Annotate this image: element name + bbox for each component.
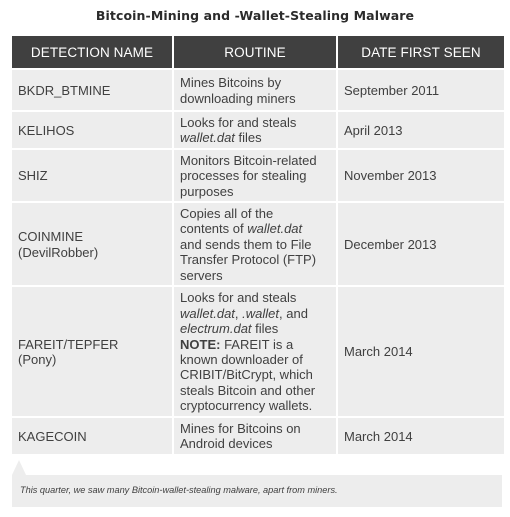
note-line	[180, 337, 330, 352]
detection-name: BKDR_BTMINE	[18, 82, 111, 98]
filename-text: electrum.dat	[180, 321, 252, 337]
routine-line: Transfer Protocol (FTP)	[180, 252, 317, 268]
routine-cell	[174, 112, 336, 148]
note-line: cryptocurrency wallets.	[180, 398, 313, 414]
table-row	[12, 203, 504, 285]
detection-name: SHIZ	[18, 168, 48, 184]
detection-name: COINMINE	[18, 229, 83, 245]
routine-line: purposes	[180, 183, 234, 199]
detection-name: KAGECOIN	[18, 428, 87, 444]
routine-text: files	[251, 321, 279, 337]
caption-box	[12, 475, 502, 507]
date-cell: March 2014	[338, 287, 504, 416]
routine-line: Android devices	[180, 436, 273, 452]
detection-name-cell	[12, 418, 172, 454]
header-detection-name: DETECTION NAME	[12, 36, 172, 68]
note-label: NOTE:	[180, 336, 221, 352]
routine-cell	[174, 287, 336, 416]
detection-name-cell	[12, 203, 172, 285]
header-routine: ROUTINE	[174, 36, 336, 68]
routine-line: Looks for and steals	[180, 115, 297, 130]
header-date-first-seen: DATE FIRST SEEN	[338, 36, 504, 68]
filename-text: wallet.dat	[247, 221, 303, 237]
routine-text: files	[234, 130, 262, 146]
caption-text: This quarter, we saw many Bitcoin-wallet-stealing malware, apart from miners.	[20, 485, 338, 495]
routine-line: Mines Bitcoins by	[180, 75, 282, 91]
detection-name-cell	[12, 70, 172, 110]
filename-text: wallet.dat	[180, 305, 235, 321]
table-row	[12, 112, 504, 148]
routine-line: Monitors Bitcoin-related	[180, 152, 317, 168]
routine-cell	[174, 150, 336, 201]
routine-line: Copies all of the	[180, 206, 274, 222]
table-title: Bitcoin-Mining and -Wallet-Stealing Malware	[95, 8, 415, 23]
note-line: steals Bitcoin and other	[180, 382, 316, 398]
routine-line	[180, 306, 330, 321]
routine-line	[180, 130, 330, 145]
routine-cell	[174, 203, 336, 285]
filename-text: .wallet	[242, 305, 280, 321]
date-cell: March 2014	[338, 418, 504, 454]
date-cell: April 2013	[338, 112, 504, 148]
detection-name-cell	[12, 150, 172, 201]
date-cell: November 2013	[338, 150, 504, 201]
routine-line: processes for stealing	[180, 168, 307, 184]
date-cell: December 2013	[338, 203, 504, 285]
note-line: CRIBIT/BitCrypt, which	[180, 367, 313, 383]
routine-cell	[174, 70, 336, 110]
detection-alias: (Pony)	[18, 352, 57, 368]
routine-line: Mines for Bitcoins on	[180, 421, 301, 437]
routine-text: ,	[234, 305, 243, 321]
note-text: FAREIT is a	[220, 336, 294, 352]
routine-line: Looks for and steals	[180, 290, 297, 306]
routine-text: , and	[279, 305, 308, 321]
detection-name: KELIHOS	[18, 122, 75, 138]
malware-table	[10, 34, 506, 456]
table-header-row	[12, 36, 504, 68]
filename-text: wallet.dat	[180, 130, 235, 146]
routine-line	[180, 221, 330, 236]
table-row	[12, 418, 504, 454]
table-row	[12, 287, 504, 416]
routine-line: downloading miners	[180, 90, 296, 106]
caption-pointer	[12, 460, 26, 475]
note-line: known downloader of	[180, 352, 303, 368]
routine-cell	[174, 418, 336, 454]
table-row	[12, 70, 504, 110]
routine-line	[180, 321, 330, 336]
routine-line: servers	[180, 267, 223, 283]
routine-line: and sends them to File	[180, 236, 312, 252]
detection-name-cell	[12, 112, 172, 148]
detection-alias: (DevilRobber)	[18, 244, 99, 260]
table-row	[12, 150, 504, 201]
detection-name-cell	[12, 287, 172, 416]
routine-text: contents of	[180, 221, 248, 237]
date-cell: September 2011	[338, 70, 504, 110]
detection-name: FAREIT/TEPFER	[18, 336, 119, 352]
